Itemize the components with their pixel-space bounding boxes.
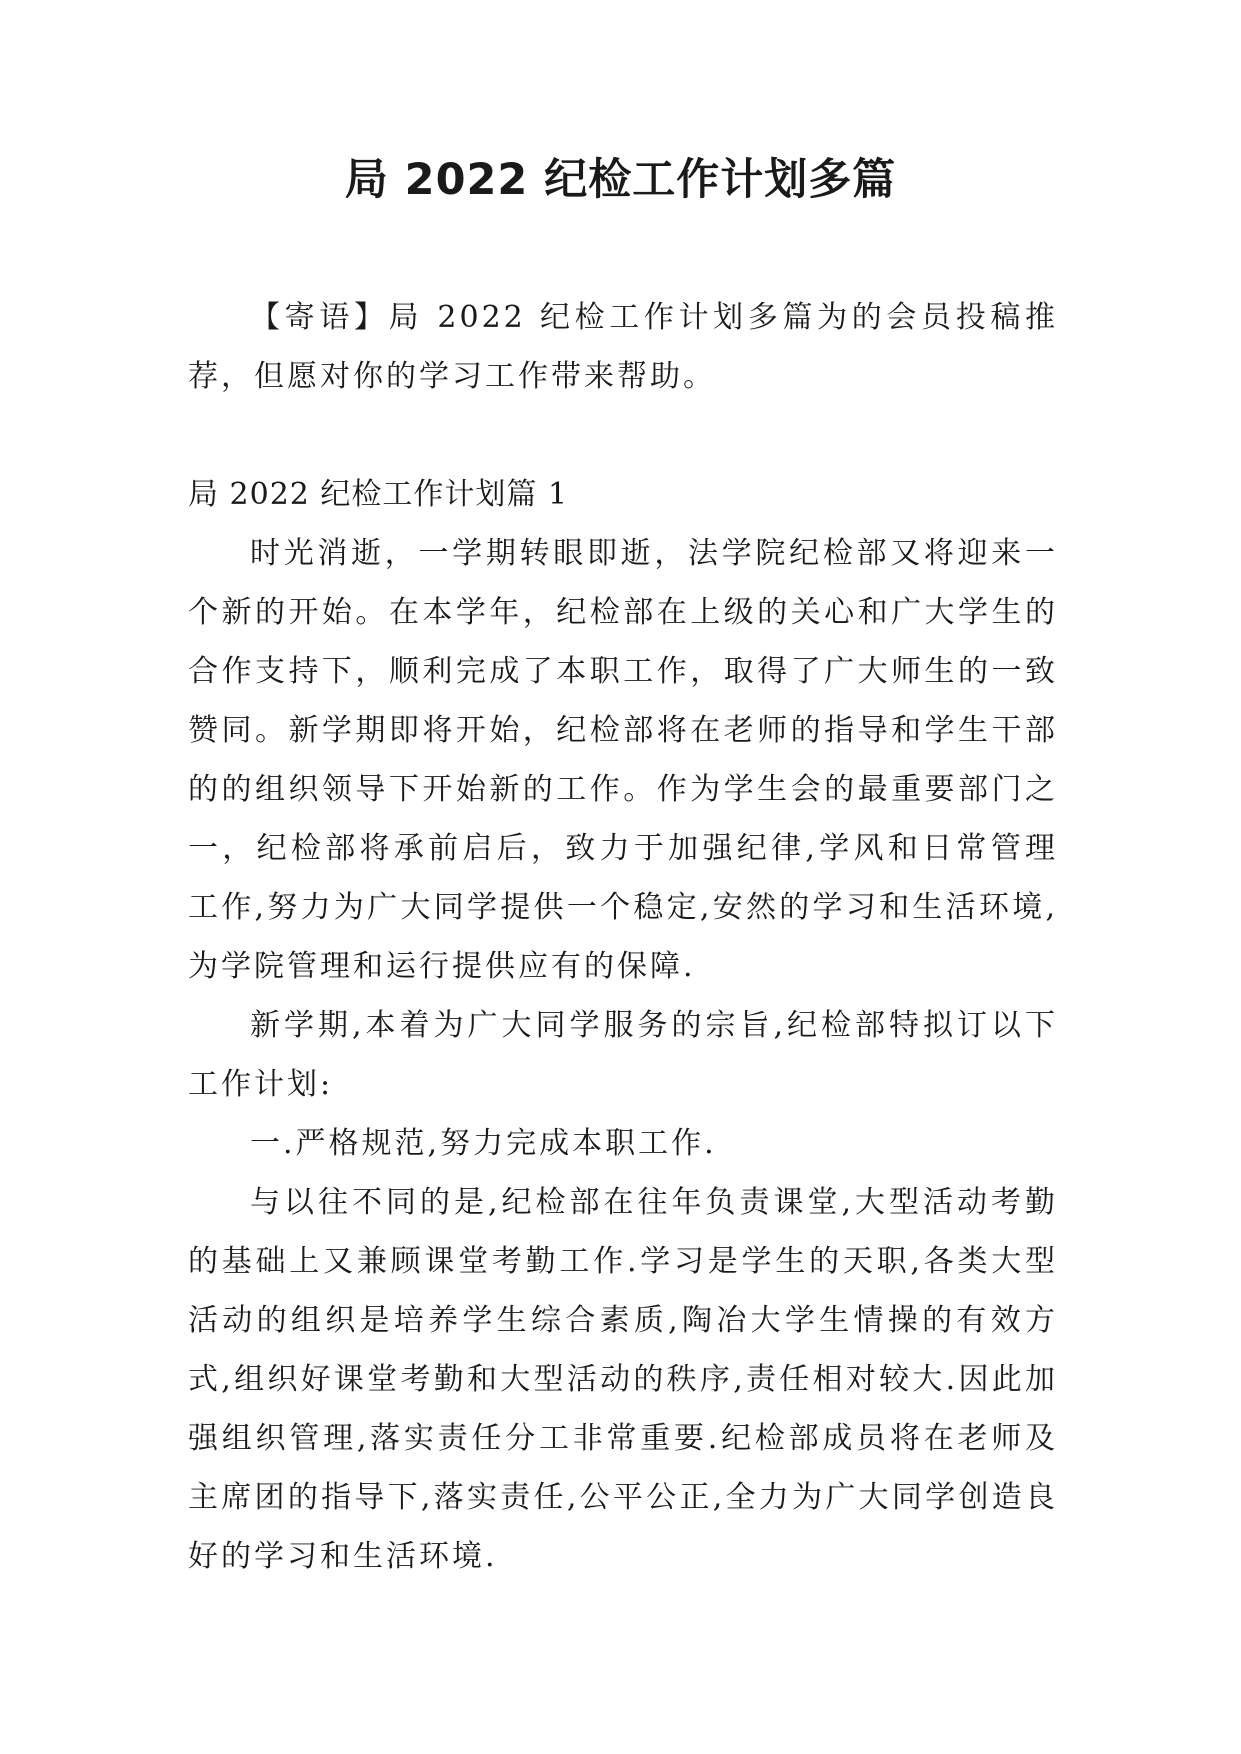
body-paragraph: 新学期,本着为广大同学服务的宗旨,纪检部特拟订以下工作计划:	[188, 1008, 1058, 1102]
section-heading: 局 2022 纪检工作计划篇 1	[188, 477, 569, 512]
document-title: 局 2022 纪检工作计划多篇	[344, 155, 897, 205]
body-paragraph: 时光消逝，一学期转眼即逝，法学院纪检部又将迎来一个新的开始。在本学年，纪检部在上级的关心和广大学生的合作支持下，顺利完成了本职工作，取得了广大师生的一致赞同。新学期即将开始，纪检部将在老师的指导和学生干部的的组织领导下开始新的工作。作为学生会的最重要部门之一，纪检部将承前启后，致力于加强纪律,学风和日常管理工作,努力为广大同学提供一个稳定,安然的学习和生活环境,为学院管理和运行提供应有的保障.	[188, 536, 1058, 984]
body-paragraph: 与以往不同的是,纪检部在往年负责课堂,大型活动考勤的基础上又兼顾课堂考勤工作.学习是学生的天职,各类大型活动的组织是培养学生综合素质,陶冶大学生情操的有效方式,组织好课堂考勤和大型活动的秩序,责任相对较大.因此加强组织管理,落实责任分工非常重要.纪检部成员将在老师及主席团的指导下,落实责任,公平公正,全力为广大同学创造良好的学习和生活环境.	[188, 1185, 1058, 1574]
list-item-heading: 一.严格规范,努力完成本职工作.	[250, 1126, 717, 1161]
intro-paragraph: 【寄语】局 2022 纪检工作计划多篇为的会员投稿推荐，但愿对你的学习工作带来帮助。	[188, 300, 1058, 394]
document-body	[188, 288, 1058, 1586]
spacer	[188, 406, 1058, 465]
